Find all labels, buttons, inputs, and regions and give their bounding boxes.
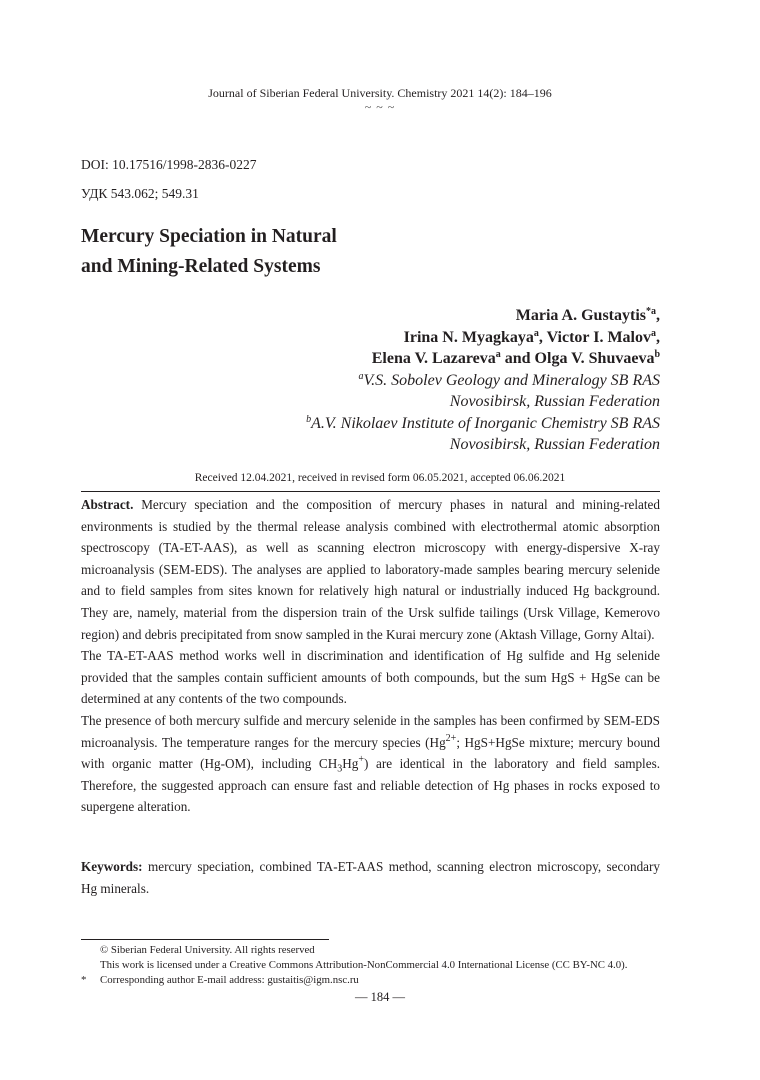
abstract-paragraph-1: Mercury speciation and the composition of mercury phases in natural and mining-related environments is studied by the thermal release analysis combined with electrothermal atomic absorption spectroscopy (TA-ET-AAS), as well as scanning electron microscopy with energy-dispersive X-ray microanalysis (SEM-EDS). The analyses are applied to laboratory-made samples bearing mercury selenide and to field samples from sites known for relatively high natural or industrially induced Hg background. They are, namely, material from the dispersion train of the Ursk sulfide tailings (Ursk Village, Kemerovo region) and debris precipitated from snow sampled in the Kurai mercury zone (Aktash Village, Gorny Altai). xyxy=(81,497,660,642)
abstract xyxy=(81,494,660,818)
author-5-sup: b xyxy=(654,349,660,360)
abstract-paragraph-3b: ; HgS+HgSe mixture; mercury bound with organic matter (Hg-OM), including CH xyxy=(81,734,660,772)
author-3: Victor I. Malov xyxy=(546,328,651,346)
author-sep: , xyxy=(656,307,660,324)
journal-header: Journal of Siberian Federal University. Chemistry 2021 14(2): 184–196 xyxy=(208,86,552,100)
keywords-label: Keywords: xyxy=(81,859,143,874)
author-1-sup: *a xyxy=(646,306,656,317)
affiliation-b-location: Novosibirsk, Russian Federation xyxy=(449,436,660,453)
received-dates: Received 12.04.2021, received in revised form 06.05.2021, accepted 06.06.2021 xyxy=(194,472,566,484)
abstract-paragraph-2: The TA-ET-AAS method works well in discrimination and identification of Hg sulfide and Hg selenide provided that the samples contain sufficient amounts of both compounds, but the sum HgS + HgSe can be determined at any contents of the two compounds. xyxy=(81,648,660,707)
doi: DOI: 10.17516/1998-2836-0227 xyxy=(81,157,257,172)
affiliation-b: A.V. Nikolaev Institute of Inorganic Chemistry SB RAS xyxy=(311,414,660,432)
author-1: Maria A. Gustaytis xyxy=(515,307,646,324)
author-sep: , xyxy=(538,328,547,346)
affiliation-a-sup: a xyxy=(358,370,364,382)
license-note: This work is licensed under a Creative Commons Attribution-NonCommercial 4.0 International License (CC BY-NC 4.0). xyxy=(100,959,628,971)
corresponding-author-note: Corresponding author E-mail address: gustaitis@igm.nsc.ru xyxy=(100,974,359,986)
author-and: and xyxy=(500,350,535,367)
author-block xyxy=(306,305,660,456)
author-4-sup: a xyxy=(495,349,501,360)
hg-plus: + xyxy=(358,754,365,766)
keywords xyxy=(81,856,660,899)
copyright-note: © Siberian Federal University. All rights reserved xyxy=(100,944,315,956)
affiliation-a: V.S. Sobolev Geology and Mineralogy SB RAS xyxy=(363,371,660,389)
footnotes xyxy=(81,943,701,988)
affiliation-b-sup: b xyxy=(306,413,312,425)
author-5: Olga V. Shuvaeva xyxy=(534,350,655,367)
keywords-text: mercury speciation, combined TA-ET-AAS method, scanning electron microscopy, secondary Hg minerals. xyxy=(81,859,660,896)
abstract-paragraph-3c: Hg xyxy=(342,756,359,772)
header-separator: ~ ~ ~ xyxy=(364,100,396,114)
title-line-1: Mercury Speciation in Natural xyxy=(81,226,337,247)
abstract-rule xyxy=(81,491,660,492)
article-title xyxy=(81,222,337,282)
abstract-paragraph-3a: The presence of both mercury sulfide and mercury selenide in the samples has been confirmed by SEM-EDS microanalysis. The temperature ranges for the mercury species (Hg xyxy=(81,712,660,750)
udk: УДК 543.062; 549.31 xyxy=(81,186,199,201)
abstract-paragraph-3d: ) are identical in the laboratory and field samples. Therefore, the suggested approach can ensure fast and reliable detection of Hg phases in rocks exposed to supergene alteration. xyxy=(81,756,660,815)
abstract-label: Abstract. xyxy=(81,497,134,512)
author-4: Elena V. Lazareva xyxy=(371,350,496,367)
page-number: — 184 — xyxy=(355,990,405,1004)
author-3-sup: a xyxy=(651,327,656,339)
author-2-sup: a xyxy=(533,327,539,339)
corresponding-mark: * xyxy=(81,974,87,986)
hg-charge: 2+ xyxy=(445,732,457,744)
title-line-2: and Mining-Related Systems xyxy=(81,256,321,277)
author-sep: , xyxy=(656,328,660,346)
author-2: Irina N. Myagkaya xyxy=(403,328,534,346)
affiliation-a-location: Novosibirsk, Russian Federation xyxy=(449,393,660,410)
footnote-rule xyxy=(81,939,329,940)
ch3-subscript: 3 xyxy=(337,763,343,775)
